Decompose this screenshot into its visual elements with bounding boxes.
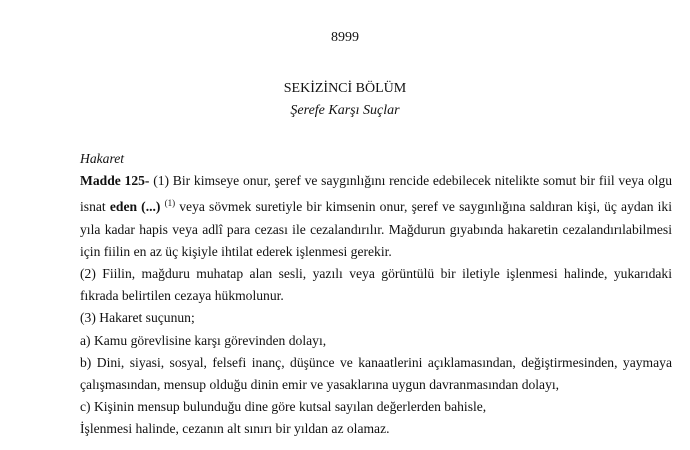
list-item-a: a) Kamu görevlisine karşı görevinden dolayı,	[80, 332, 327, 348]
chapter-subtitle: Şerefe Karşı Suçlar	[290, 103, 400, 118]
closing-sentence: İşlenmesi halinde, cezanın alt sınırı bir yıldan az olamaz.	[80, 421, 390, 437]
paragraph-2-text: (2) Fiilin, mağduru muhatap alan sesli, yazılı veya görüntülü bir iletiyle işlenmesi halinde, yukarıdaki fıkrada belirtilen cezaya hükmolunur.	[80, 266, 672, 304]
page-number: 8999	[331, 30, 359, 45]
article-label: Madde 125-	[80, 173, 150, 189]
paragraph-1-text-a: (1) Bir kimseye onur, şeref ve saygınlığını rencide edebilecek nitelikte somut bir fiil veya olgu isnat	[80, 173, 672, 215]
chapter-heading: SEKİZİNCİ BÖLÜM	[283, 81, 407, 96]
article-paragraph-1	[80, 170, 672, 263]
paragraph-1-bold: eden (...)	[109, 199, 161, 215]
article-paragraph-2	[80, 263, 672, 307]
article-paragraph-3: (3) Hakaret suçunun;	[80, 310, 195, 326]
list-item-c: c) Kişinin mensup bulunduğu dine göre kutsal sayılan değerlerden bahisle,	[80, 399, 487, 415]
list-item-b: b) Dini, siyasi, sosyal, felsefi inanç, düşünce ve kanaatlerini açıklamasından, değiştirmesinden, yaymaya çalışmasından, mensup olduğu dinin emir ve yasaklarına uygun davranmasından dolayı,	[80, 354, 672, 393]
section-title: Hakaret	[80, 151, 125, 166]
paragraph-1-text-b: veya sövmek suretiyle bir kimsenin onur, şeref ve saygınlığına saldıran kişi, üç aydan iki yıla kadar hapis veya adlî para cezası ile cezalandırılır. Mağdurun gıyabında hakaretin cezalandırılabilmesi için fiilin en az üç kişiyle ihtilat ederek işlenmesi gerekir.	[80, 199, 673, 259]
article-body	[80, 148, 672, 441]
footnote-marker: (1)	[164, 198, 176, 209]
